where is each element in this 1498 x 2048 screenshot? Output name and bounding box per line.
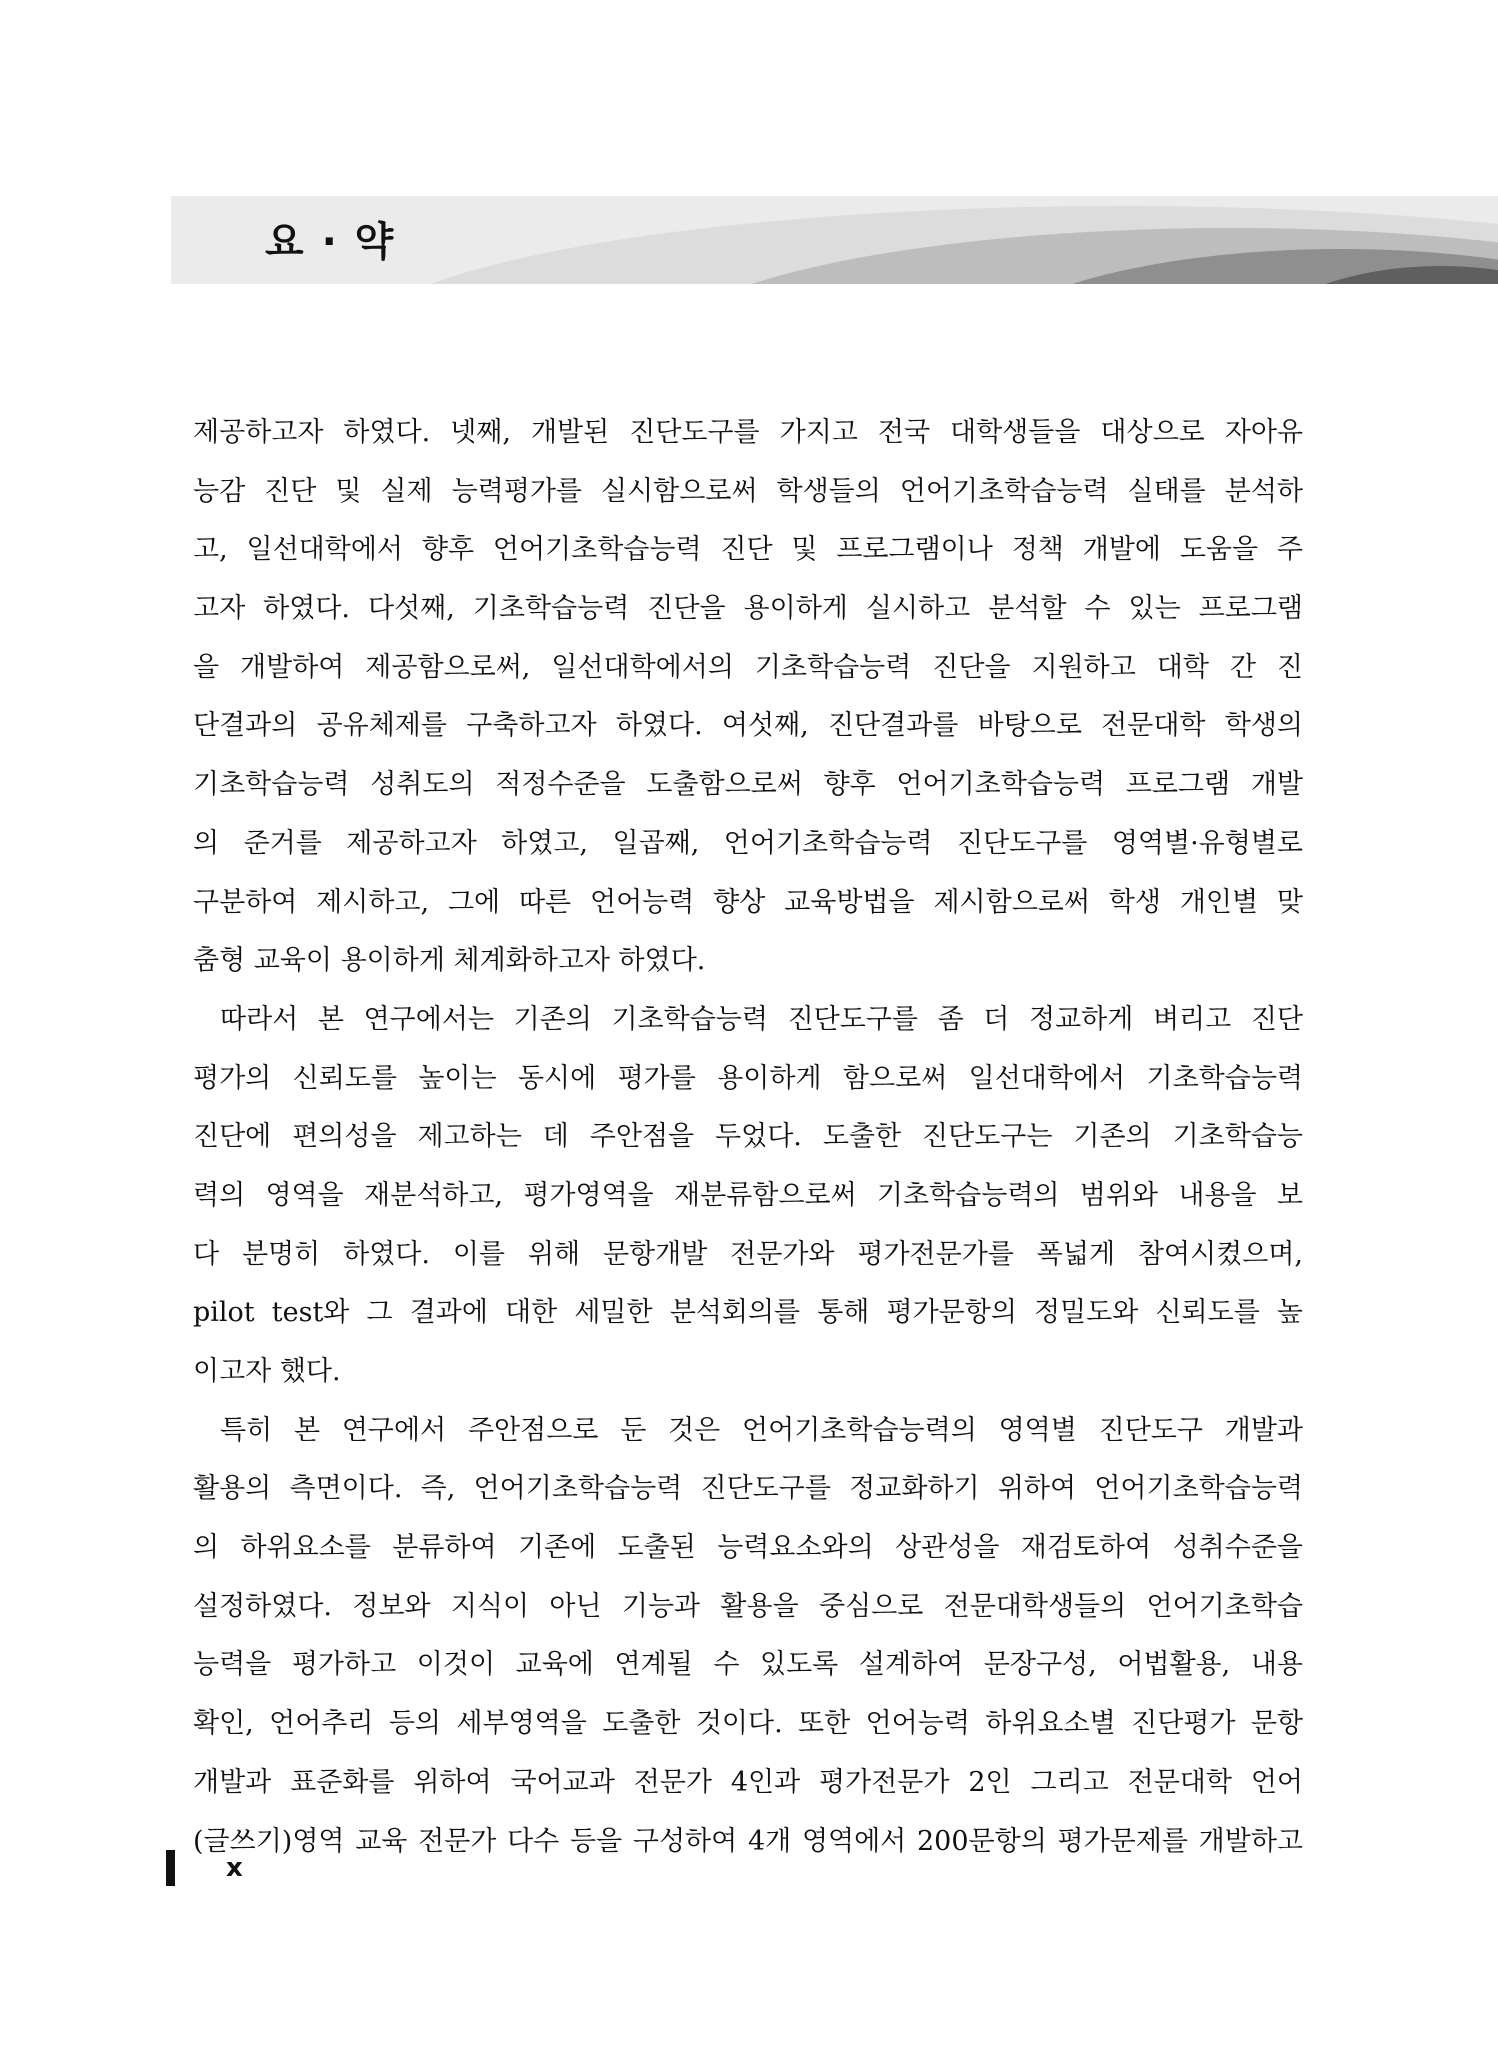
text-line: 의 하위요소를 분류하여 기존에 도출된 능력요소와의 상관성을 재검토하여 성취수준을 [193,1532,1303,1564]
paragraph-2 [193,991,1303,1402]
text-line: 개발과 표준화를 위하여 국어교과 전문가 4인과 평가전문가 2인 그리고 전문대학 언어 [193,1766,1303,1798]
page-title: 요 · 약 [265,219,396,265]
body-text [193,404,1303,1871]
text-line: 을 개발하여 제공함으로써, 일선대학에서의 기초학습능력 진단을 지원하고 대학 간 진 [193,651,1303,683]
text-line: 제공하고자 하였다. 넷째, 개발된 진단도구를 가지고 전국 대학생들을 대상으로 자아유 [193,417,1303,448]
text-line: 활용의 측면이다. 즉, 언어기초학습능력 진단도구를 정교화하기 위하여 언어기초학습능력 [193,1473,1303,1505]
text-line: 력의 영역을 재분석하고, 평가영역을 재분류함으로써 기초학습능력의 범위와 내용을 보 [193,1179,1303,1211]
text-line: pilot test와 그 결과에 대한 세밀한 분석회의를 통해 평가문항의 정밀도와 신뢰도를 높 [193,1297,1303,1329]
text-line: 설정하였다. 정보와 지식이 아닌 기능과 활용을 중심으로 전문대학생들의 언어기초학습 [193,1590,1303,1622]
text-line: 특히 본 연구에서 주안점으로 둔 것은 언어기초학습능력의 영역별 진단도구 개발과 [220,1414,1303,1446]
text-line: 구분하여 제시하고, 그에 따른 언어능력 향상 교육방법을 제시함으로써 학생 개인별 맞 [193,886,1303,918]
text-line: 의 준거를 제공하고자 하였고, 일곱째, 언어기초학습능력 진단도구를 영역별·유형별로 [193,827,1303,859]
text-line: 평가의 신뢰도를 높이는 동시에 평가를 용이하게 함으로써 일선대학에서 기초학습능력 [193,1062,1303,1094]
text-line: 단결과의 공유체제를 구축하고자 하였다. 여섯째, 진단결과를 바탕으로 전문대학 학생의 [193,710,1303,742]
text-line: 확인, 언어추리 등의 세부영역을 도출한 것이다. 또한 언어능력 하위요소별 진단평가 문항 [193,1708,1303,1740]
text-line: 다 분명히 하였다. 이를 위해 문항개발 전문가와 평가전문가를 폭넓게 참여시켰으며, [193,1238,1303,1270]
paragraph-3 [193,1402,1303,1872]
text-line: 따라서 본 연구에서는 기존의 기초학습능력 진단도구를 좀 더 정교하게 벼리고 진단 [220,1003,1303,1035]
text-line: (글쓰기)영역 교육 전문가 다수 등을 구성하여 4개 영역에서 200문항의 평가문제를 개발하고 [193,1825,1303,1857]
text-line: 능감 진단 및 실제 능력평가를 실시함으로써 학생들의 언어기초학습능력 실태를 분석하 [193,475,1303,507]
text-line: 고, 일선대학에서 향후 언어기초학습능력 진단 및 프로그램이나 정책 개발에 도움을 주 [193,534,1303,566]
page-number: x [226,1853,243,1883]
text-line: 기초학습능력 성취도의 적정수준을 도출함으로써 향후 언어기초학습능력 프로그램 개발 [193,769,1303,801]
text-line: 춤형 교육이 용이하게 체계화하고자 하였다. [193,945,706,977]
page-marker-bar [166,1850,175,1886]
text-line: 진단에 편의성을 제고하는 데 주안점을 두었다. 도출한 진단도구는 기존의 기초학습능 [193,1121,1303,1153]
text-line: 이고자 했다. [193,1356,341,1387]
text-line: 고자 하였다. 다섯째, 기초학습능력 진단을 용이하게 실시하고 분석할 수 있는 프로그램 [193,593,1303,625]
text-line: 능력을 평가하고 이것이 교육에 연계될 수 있도록 설계하여 문장구성, 어법활용, 내용 [193,1649,1303,1681]
paragraph-1 [193,404,1303,991]
